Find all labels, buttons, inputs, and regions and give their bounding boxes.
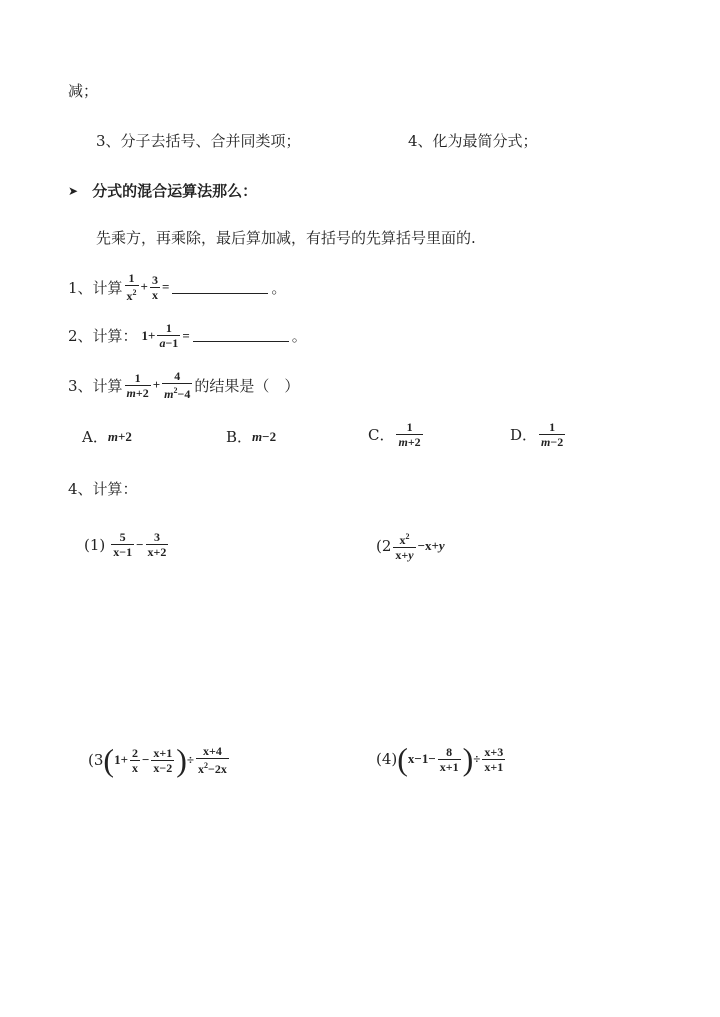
fraction: $\frac{1}{x^2}$	[126, 271, 137, 303]
q1-prefix: 1、计算	[68, 278, 123, 297]
fraction: $\frac{3}{x+2}$	[147, 530, 167, 559]
fraction: $\frac{3}{x}$	[151, 272, 158, 302]
question-2: 2、计算： 1+ $\frac{1}{a-1}$ = 。	[68, 321, 307, 350]
rule-text: 先乘方，再乘除，最后算加减，有括号的先算括号里面的.	[96, 229, 476, 247]
option-d[interactable]	[510, 420, 567, 449]
fraction: $\frac{1}{m+2}$	[126, 370, 149, 400]
fraction: $\frac{1}{m+2}$	[398, 420, 421, 449]
option-b[interactable]: B． m −2	[226, 428, 277, 446]
q2-end: 。	[291, 327, 307, 345]
q2-prefix: 2、计算：	[68, 327, 138, 345]
question-3: 3、计算 $\frac{1}{m+2}$ + $\frac{4}{m^2-4}$ 的结果是（ ）	[68, 369, 300, 401]
step-3: 3、分子去括号、合并同类项；	[96, 132, 301, 150]
answer-blank[interactable]	[193, 329, 289, 342]
q4-part-2: (2 $\frac{x^2}{x+y}$ −x+y	[376, 532, 445, 562]
fraction: $\frac{x+4}{x^2-2x}$	[198, 744, 227, 776]
step-4: 4、化为最简分式；	[408, 132, 538, 150]
option-a[interactable]: A． m +2	[82, 428, 132, 446]
fraction: $\frac{1}{a-1}$	[159, 321, 179, 350]
part-3-label: (3	[88, 751, 104, 769]
option-d-label: D．	[510, 426, 538, 444]
part-2-label: (2	[376, 537, 392, 555]
fraction: $\frac{1}{m-2}$	[541, 420, 564, 449]
arrow-bullet-icon: ➤	[68, 183, 79, 198]
fraction: $\frac{5}{x-1}$	[113, 530, 133, 559]
fraction: $\frac{x+3}{x+1}$	[484, 744, 504, 774]
q4-part-4: (4) ( x−1− $\frac{8}{x+1}$ ) ÷ $\frac{x+3}{x+1}$	[376, 741, 504, 777]
q4-part-3: (3 ( 1+ $\frac{2}{x}$ − $\frac{x+1}{x-2}$ ) ÷ $\frac{x+4}{x^2-2x}$	[88, 742, 227, 778]
text-jian: 减；	[68, 82, 99, 100]
answer-blank[interactable]	[172, 281, 268, 294]
q3-suffix: 的结果是（ ）	[194, 376, 300, 395]
fraction: $\frac{x^2}{x+y}$	[395, 532, 414, 562]
part-1-label: (1)	[84, 535, 106, 554]
fraction: $\frac{4}{m^2-4}$	[164, 369, 191, 401]
part-4-label: (4)	[376, 750, 398, 768]
q1-end: 。	[271, 278, 287, 297]
question-1: 1、计算 $\frac{1}{x^2}$ + $\frac{3}{x}$ = 。	[68, 271, 287, 303]
question-4: 4、计算：	[68, 480, 138, 498]
fraction: $\frac{2}{x}$	[131, 745, 138, 775]
q3-prefix: 3、计算	[68, 376, 123, 395]
section-heading	[68, 180, 257, 201]
option-c-label: C．	[368, 426, 395, 444]
option-b-label: B．	[226, 428, 253, 446]
section-title: 分式的混合运算法那么：	[92, 182, 258, 200]
q4-part-1: (1) $\frac{5}{x-1}$ − $\frac{3}{x+2}$	[84, 530, 167, 559]
fraction: $\frac{8}{x+1}$	[439, 744, 459, 774]
option-c[interactable]	[368, 420, 425, 449]
option-a-label: A．	[82, 428, 108, 446]
fraction: $\frac{x+1}{x-2}$	[153, 745, 173, 775]
